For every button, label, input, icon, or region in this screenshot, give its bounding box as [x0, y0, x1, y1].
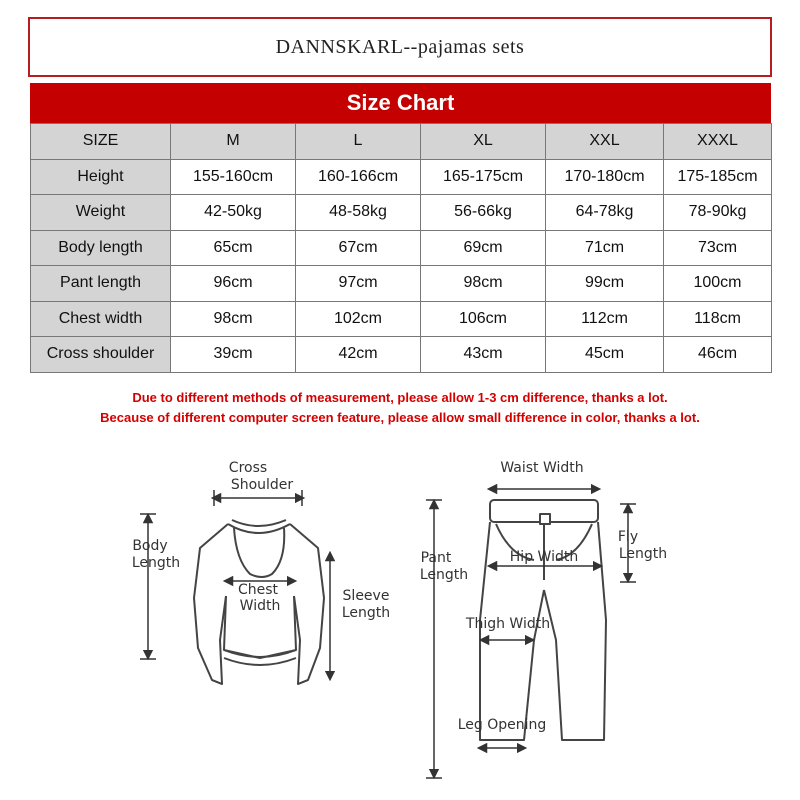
- table-cell: 106cm: [421, 301, 546, 337]
- table-cell: 56-66kg: [421, 195, 546, 231]
- table-cell: 98cm: [421, 266, 546, 302]
- table-row: [31, 337, 772, 373]
- length-label-2: Length: [419, 567, 469, 583]
- table-header-row: [31, 124, 772, 160]
- column-header: XXL: [546, 124, 664, 160]
- table-cell: 96cm: [171, 266, 296, 302]
- leg-opening-label: Leg Opening: [457, 717, 547, 733]
- row-label: Height: [31, 159, 171, 195]
- table-cell: 175-185cm: [664, 159, 772, 195]
- table-cell: 97cm: [296, 266, 421, 302]
- table-cell: 46cm: [664, 337, 772, 373]
- row-label: Cross shoulder: [31, 337, 171, 373]
- table-cell: 64-78kg: [546, 195, 664, 231]
- table-cell: 71cm: [546, 230, 664, 266]
- table-cell: 45cm: [546, 337, 664, 373]
- table-cell: 98cm: [171, 301, 296, 337]
- column-header: L: [296, 124, 421, 160]
- column-header: XXXL: [664, 124, 772, 160]
- row-label: Pant length: [31, 266, 171, 302]
- table-cell: 78-90kg: [664, 195, 772, 231]
- row-label: Weight: [31, 195, 171, 231]
- table-row: [31, 230, 772, 266]
- table-cell: 112cm: [546, 301, 664, 337]
- fly-label-1: Fly: [617, 529, 639, 545]
- page-title: DANNSKARL--pajamas sets: [275, 35, 525, 58]
- table-cell: 73cm: [664, 230, 772, 266]
- table-cell: 160-166cm: [296, 159, 421, 195]
- table-row: [31, 195, 772, 231]
- table-row: [31, 159, 772, 195]
- chest-label-1: Chest: [237, 582, 279, 598]
- length-label-2: Length: [618, 546, 668, 562]
- table-cell: 42-50kg: [171, 195, 296, 231]
- measurement-note: Due to different methods of measurement, please allow 1-3 cm difference, thanks a lot.: [132, 390, 668, 405]
- length-label-2: Length: [131, 555, 181, 571]
- table-cell: 43cm: [421, 337, 546, 373]
- table-cell: 170-180cm: [546, 159, 664, 195]
- table-cell: 69cm: [421, 230, 546, 266]
- column-header: SIZE: [31, 124, 171, 160]
- table-cell: 165-175cm: [421, 159, 546, 195]
- pant-label-1: Pant: [420, 550, 452, 566]
- table-cell: 100cm: [664, 266, 772, 302]
- table-row: [31, 266, 772, 302]
- waist-width-label: Waist Width: [500, 460, 584, 476]
- cross-label-1: Cross: [228, 460, 268, 476]
- column-header: XL: [421, 124, 546, 160]
- title-box: [28, 17, 772, 77]
- row-label: Body length: [31, 230, 171, 266]
- table-row: [31, 301, 772, 337]
- row-label: Chest width: [31, 301, 171, 337]
- body-label-1: Body: [132, 538, 168, 554]
- measurement-diagram: [0, 440, 800, 800]
- table-cell: 118cm: [664, 301, 772, 337]
- size-chart-header: Size Chart: [30, 83, 771, 123]
- width-label-2: Width: [239, 598, 281, 614]
- size-table: [30, 123, 772, 373]
- hip-width-label: Hip Width: [509, 549, 579, 565]
- table-cell: 155-160cm: [171, 159, 296, 195]
- length-label-2: Length: [341, 605, 391, 621]
- sleeve-label-1: Sleeve: [342, 588, 390, 604]
- table-cell: 39cm: [171, 337, 296, 373]
- thigh-width-label: Thigh Width: [465, 616, 551, 632]
- table-cell: 99cm: [546, 266, 664, 302]
- color-note: Because of different computer screen feature, please allow small difference in color, thanks a lot.: [100, 410, 700, 425]
- shoulder-label-2: Shoulder: [230, 477, 294, 493]
- table-cell: 48-58kg: [296, 195, 421, 231]
- table-cell: 42cm: [296, 337, 421, 373]
- table-cell: 102cm: [296, 301, 421, 337]
- column-header: M: [171, 124, 296, 160]
- table-cell: 67cm: [296, 230, 421, 266]
- table-cell: 65cm: [171, 230, 296, 266]
